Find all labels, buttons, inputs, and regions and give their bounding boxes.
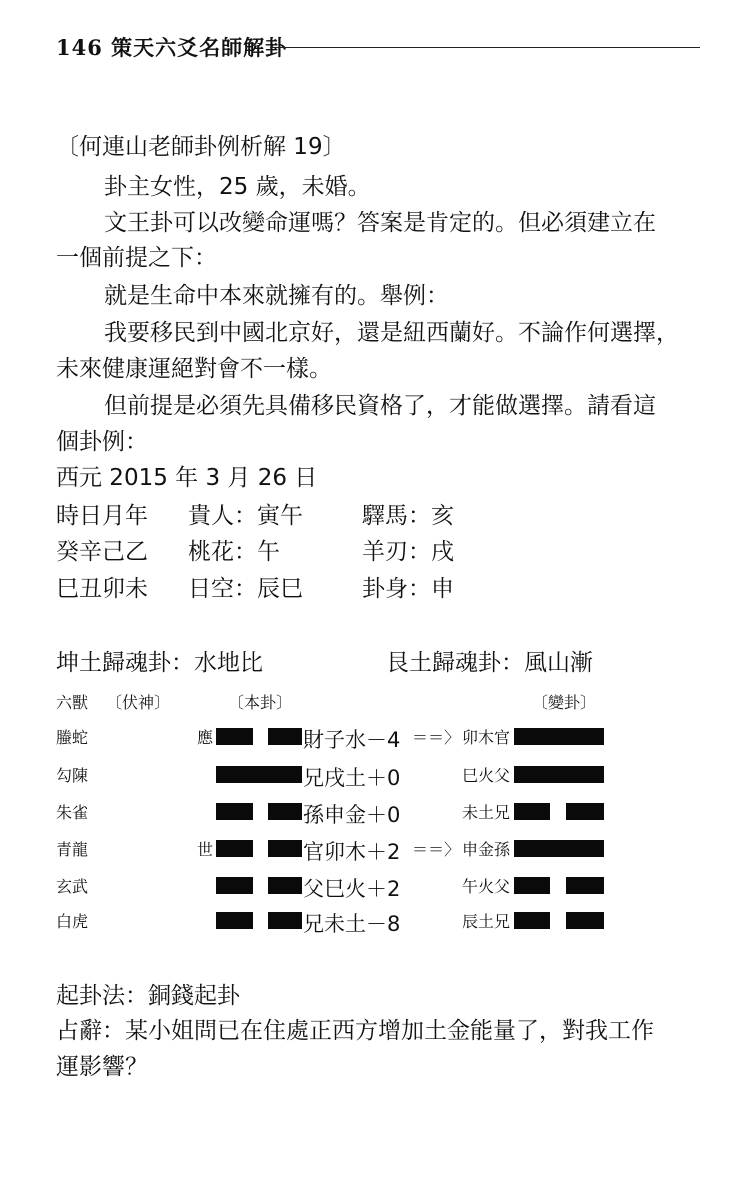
beast-5: 玄武 [56, 877, 89, 896]
running-header [56, 32, 287, 62]
line-mark-1: 應 [197, 728, 214, 747]
peach-blossom: 桃花：午 [188, 539, 280, 565]
beast-4: 青龍 [56, 840, 89, 859]
main-line-3-right [268, 803, 302, 820]
paragraph-1: 卦主女性，25 歲，未婚。 [104, 174, 371, 200]
beast-1: 螣蛇 [56, 728, 89, 747]
noble-person: 貴人：寅午 [188, 503, 303, 529]
travel-horse: 驛馬：亥 [362, 503, 454, 529]
pillar-label-2: 癸辛己乙 [56, 539, 148, 565]
changed-line-2-label: 巳火父 [462, 766, 511, 785]
changed-line-5-right [566, 877, 604, 894]
beast-3: 朱雀 [56, 803, 89, 822]
page-number: 146 [56, 35, 103, 60]
changed-line-3-left [514, 803, 550, 820]
case-title: 〔何連山老師卦例析解 19〕 [56, 134, 346, 160]
beast-2: 勾陳 [56, 766, 89, 785]
main-line-6-label: 兄未土－8 [303, 912, 401, 936]
changed-line-3-label: 未土兄 [462, 803, 511, 822]
question-line-2: 運影響？ [56, 1054, 148, 1080]
changed-line-4-label: 申金孫 [462, 840, 511, 859]
book-title: 策天六爻名師解卦 [111, 35, 288, 60]
main-line-5-label: 父巳火＋2 [303, 877, 401, 901]
main-line-3-left [216, 803, 253, 820]
changed-line-6-label: 辰土兄 [462, 912, 511, 931]
main-hexagram-name: 坤土歸魂卦：水地比 [56, 650, 263, 676]
col-six-beasts: 六獸 [56, 693, 89, 712]
main-line-3-label: 孫申金＋0 [303, 803, 401, 827]
main-line-4-left [216, 840, 253, 857]
question-line-1: 占辭：某小姐問已在住處正西方增加土金能量了，對我工作 [56, 1018, 654, 1044]
main-line-2 [216, 766, 302, 783]
main-line-4-right [268, 840, 302, 857]
main-line-2-label: 兄戌土＋0 [303, 766, 401, 790]
changed-hexagram-name: 艮土歸魂卦：風山漸 [386, 650, 593, 676]
changed-line-1-label: 卯木官 [462, 728, 511, 747]
main-line-6-right [268, 912, 302, 929]
changed-line-6-left [514, 912, 550, 929]
main-line-5-right [268, 877, 302, 894]
line-mark-4: 世 [197, 840, 214, 859]
divination-method: 起卦法：銅錢起卦 [56, 983, 240, 1009]
changed-line-3-right [566, 803, 604, 820]
main-line-1-right [268, 728, 302, 745]
paragraph-2: 文王卦可以改變命運嗎？答案是肯定的。但必須建立在 [104, 210, 656, 236]
pillar-label-3: 巳丑卯未 [56, 576, 148, 602]
paragraph-5: 我要移民到中國北京好，還是紐西蘭好。不論作何選擇， [104, 320, 679, 346]
main-line-1-left [216, 728, 253, 745]
day-void: 日空：辰巳 [188, 576, 303, 602]
changed-line-2 [514, 766, 604, 783]
paragraph-7: 但前提是必須先具備移民資格了，才能做選擇。請看這 [104, 393, 656, 419]
col-hidden-spirit: 〔伏神〕 [106, 693, 171, 712]
date-line: 西元 2015 年 3 月 26 日 [56, 465, 318, 491]
header-rule [270, 47, 700, 48]
paragraph-8: 個卦例： [56, 429, 148, 455]
beast-6: 白虎 [56, 912, 89, 931]
main-line-5-left [216, 877, 253, 894]
col-main-hexagram: 〔本卦〕 [228, 693, 293, 712]
change-arrow-4: ＝＝〉 [412, 840, 461, 859]
paragraph-3: 一個前提之下： [56, 245, 217, 271]
main-line-1-label: 財子水－4 [303, 728, 401, 752]
changed-line-1 [514, 728, 604, 745]
changed-line-4 [514, 840, 604, 857]
paragraph-4: 就是生命中本來就擁有的。舉例： [104, 283, 449, 309]
change-arrow-1: ＝＝〉 [412, 728, 461, 747]
hexagram-body: 卦身：申 [362, 576, 454, 602]
goat-blade: 羊刃：戌 [362, 539, 454, 565]
changed-line-6-right [566, 912, 604, 929]
changed-line-5-label: 午火父 [462, 877, 511, 896]
col-changed-hexagram: 〔變卦〕 [532, 693, 597, 712]
main-line-6-left [216, 912, 253, 929]
changed-line-5-left [514, 877, 550, 894]
main-line-4-label: 官卯木＋2 [303, 840, 401, 864]
pillar-label-1: 時日月年 [56, 503, 148, 529]
paragraph-6: 未來健康運絕對會不一樣。 [56, 356, 332, 382]
